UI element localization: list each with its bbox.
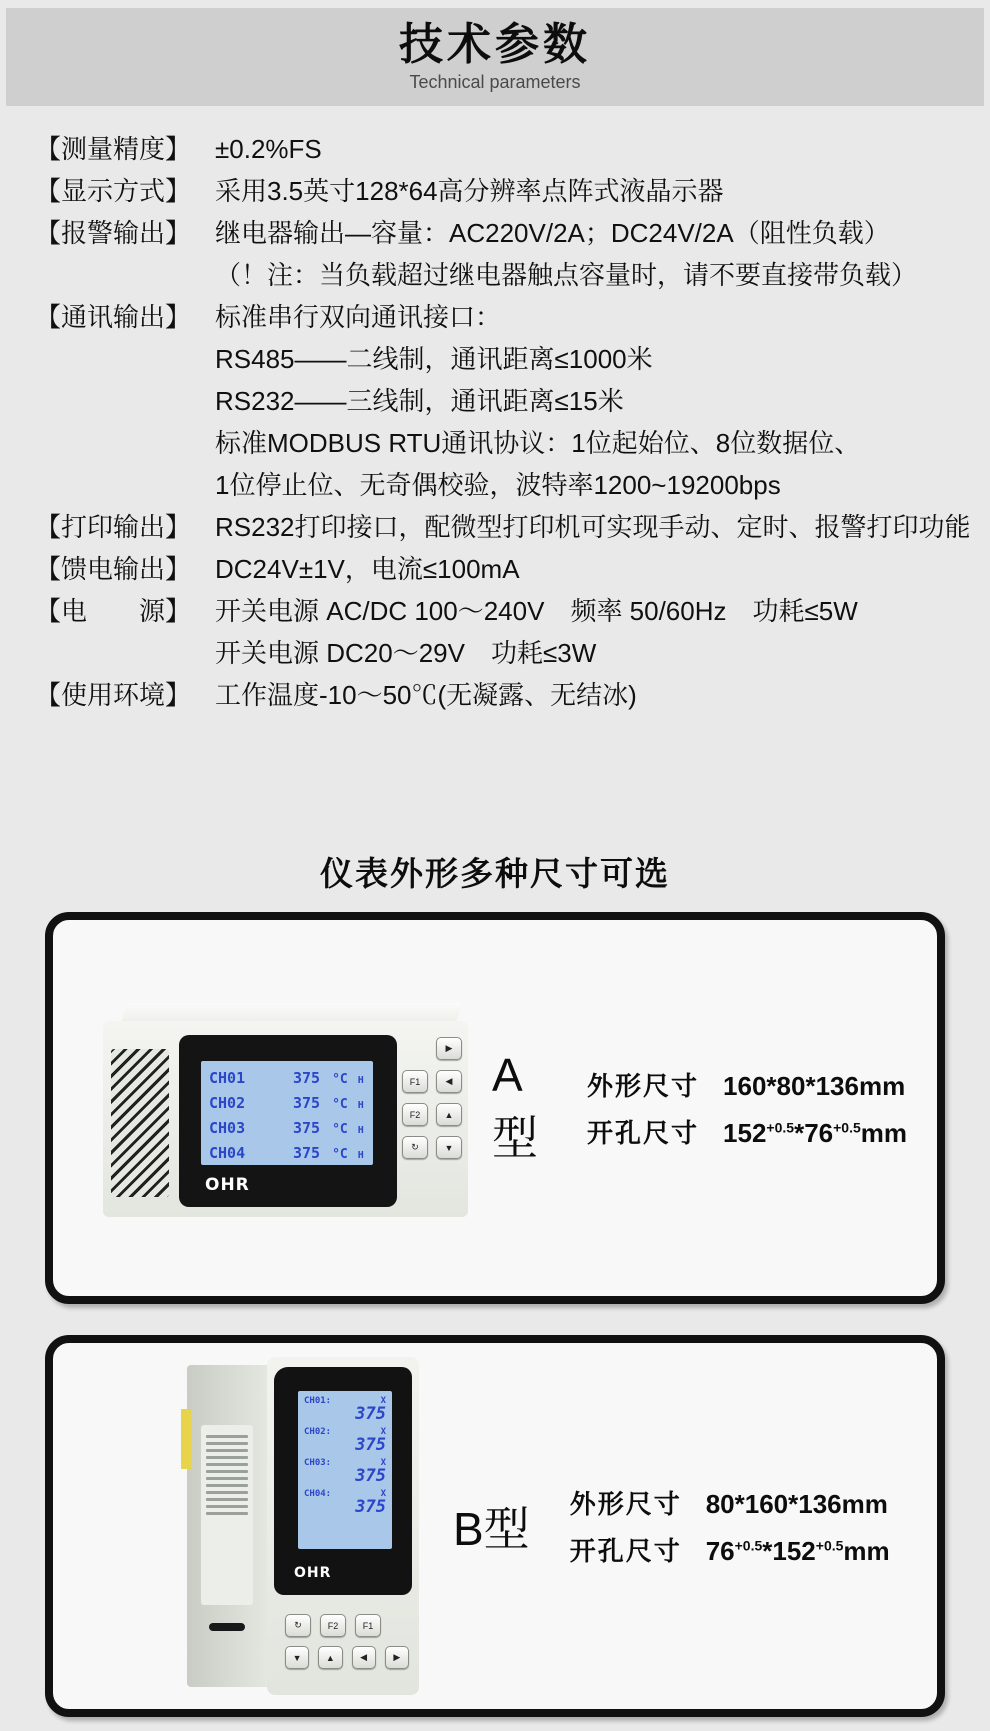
spec-row-measure-accuracy	[35, 128, 970, 170]
spec-label: 【电 源】	[35, 596, 192, 626]
device-a-keypad	[400, 1037, 462, 1159]
lcd-row: CH02 375 °C H	[209, 1094, 364, 1112]
spec-row-alarm-output	[35, 212, 970, 296]
side-product-label	[201, 1425, 253, 1605]
right-arrow-key: ▶	[385, 1646, 409, 1669]
spec-row-display-mode	[35, 170, 970, 212]
spec-label: 【打印输出】	[35, 512, 192, 542]
outline-size-row: 外形尺寸 160*80*136mm	[587, 1071, 906, 1101]
spec-row-print-output	[35, 506, 970, 548]
spec-label: 【报警输出】	[35, 218, 192, 248]
vent-grille	[111, 1049, 169, 1197]
spec-label: 【通讯输出】	[35, 302, 192, 332]
up-arrow-key: ▲	[436, 1103, 462, 1126]
model-b-device-image	[173, 1351, 433, 1701]
spec-value: ±0.2%FS	[215, 134, 322, 164]
device-a-lcd	[201, 1061, 373, 1165]
down-arrow-key: ▼	[436, 1136, 462, 1159]
spec-value: 开关电源 DC20～29V 功耗≤3W	[215, 638, 597, 668]
spec-label: 【使用环境】	[35, 680, 192, 710]
up-arrow-key: ▲	[318, 1646, 342, 1669]
loop-key: ↻	[285, 1614, 311, 1637]
spec-row-environment	[35, 674, 970, 716]
loop-key: ↻	[402, 1136, 428, 1159]
spec-row-power	[35, 590, 970, 674]
device-a-bezel	[179, 1035, 397, 1207]
model-a-dimensions	[587, 1056, 907, 1160]
page-title: 技术参数	[399, 20, 591, 70]
spec-label: 【馈电输出】	[35, 554, 192, 584]
yellow-sticker	[181, 1409, 191, 1469]
spec-value: 开关电源 AC/DC 100～240V 频率 50/60Hz 功耗≤5W	[215, 596, 858, 626]
spec-value: 标准MODBUS RTU通讯协议：1位起始位、8位数据位、	[215, 428, 861, 458]
page-subtitle: Technical parameters	[409, 71, 581, 92]
spec-value: DC24V±1V，电流≤100mA	[215, 554, 520, 584]
spec-list	[35, 128, 970, 716]
cutout-size-row: 开孔尺寸 $152^{+0.5}*76^{+0.5}mm$	[587, 1118, 907, 1148]
ohr-logo: OHR	[205, 1175, 250, 1195]
spec-value: 工作温度-10～50℃(无凝露、无结冰)	[215, 680, 637, 710]
section-title: 仪表外形多种尺寸可选	[320, 855, 670, 892]
left-arrow-key: ◀	[436, 1070, 462, 1093]
device-b-keypad	[277, 1605, 409, 1669]
spec-label: 【显示方式】	[35, 176, 192, 206]
spec-value: 采用3.5英寸128*64高分辨率点阵式液晶示器	[215, 176, 724, 206]
lcd-group: CH04: X 375	[304, 1489, 386, 1517]
lcd-group: CH02: X 375	[304, 1427, 386, 1455]
right-arrow-key: ▶	[436, 1037, 462, 1060]
cutout-size-row: 开孔尺寸 $76^{+0.5}*152^{+0.5}mm$	[569, 1536, 890, 1566]
lcd-group: CH03: X 375	[304, 1458, 386, 1486]
outline-size-row: 外形尺寸 80*160*136mm	[569, 1489, 888, 1519]
spec-value: RS232——三线制，通讯距离≤15米	[215, 386, 624, 416]
f2-key: F2	[320, 1614, 346, 1637]
spec-value-note: （！注：当负载超过继电器触点容量时，请不要直接带负载）	[215, 260, 918, 290]
spec-value: 标准串行双向通讯接口：	[215, 302, 502, 332]
model-b-dimensions	[570, 1474, 890, 1578]
spec-value: 继电器输出—容量：AC220V/2A；DC24V/2A（阻性负载）	[215, 218, 890, 248]
spec-value: RS232打印接口，配微型打印机可实现手动、定时、报警打印功能	[215, 512, 971, 542]
lcd-row: CH01 375 °C H	[209, 1069, 364, 1087]
f2-key: F2	[402, 1103, 428, 1126]
device-b-bezel	[274, 1367, 412, 1595]
left-arrow-key: ◀	[352, 1646, 376, 1669]
model-b-type-label: B型	[453, 1503, 530, 1555]
lcd-row: CH03 375 °C H	[209, 1119, 364, 1137]
model-a-card	[45, 912, 945, 1304]
model-a-device-image	[83, 993, 468, 1223]
header-band	[6, 8, 984, 106]
ohr-logo: OHR	[294, 1565, 332, 1581]
spec-value: 1位停止位、无奇偶校验，波特率1200~19200bps	[215, 470, 781, 500]
spec-value: RS485——二线制，通讯距离≤1000米	[215, 344, 653, 374]
down-arrow-key: ▼	[285, 1646, 309, 1669]
f1-key: F1	[402, 1070, 428, 1093]
model-a-type-label: A型	[492, 1049, 538, 1164]
f1-key: F1	[355, 1614, 381, 1637]
spec-label: 【测量精度】	[35, 134, 192, 164]
spec-row-comm-output	[35, 296, 970, 506]
spec-row-feed-output	[35, 548, 970, 590]
device-b-lcd	[298, 1391, 392, 1549]
lcd-group: CH01: X 375	[304, 1396, 386, 1424]
lcd-row: CH04 375 °C H	[209, 1144, 364, 1162]
model-b-card	[45, 1335, 945, 1717]
